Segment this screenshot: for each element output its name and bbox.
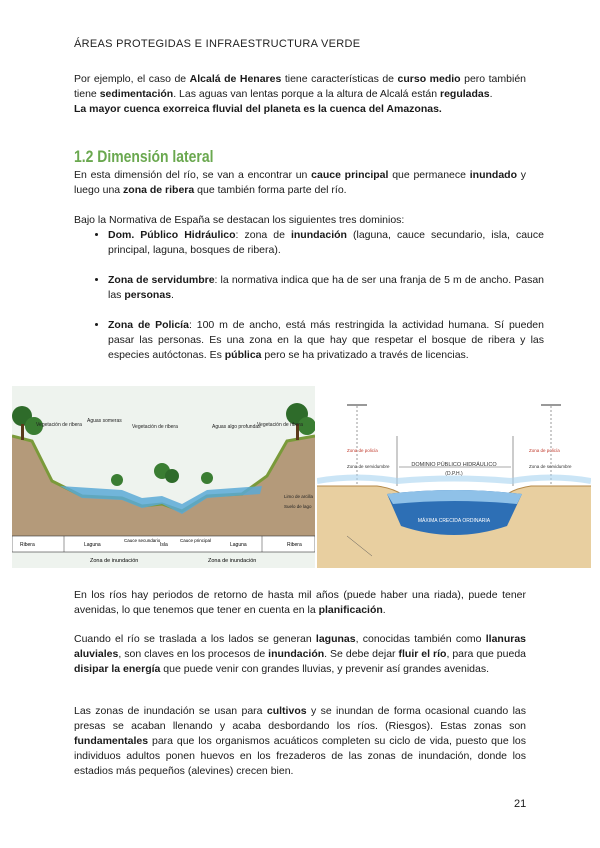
list-item: • Zona de servidumbre: la normativa indica que ha de ser una franja de 5 m de ancho. Pasan las personas.	[108, 273, 544, 303]
label-ribera-right: Ribera	[287, 542, 302, 548]
label-aguas-someras: Aguas someras	[87, 418, 122, 424]
list-item: • Zona de Policía: 100 m de ancho, está más restringida la actividad humana. Sí pueden pasar las personas. Es una zona en la que hay que respetar el bosque de ribera y las especies autóctonas. Es pública pero se ha privatizado a través de licencias.	[108, 318, 544, 363]
body-paragraph-2: Cuando el río se traslada a los lados se generan lagunas, conocidas también como llanuras aluviales, son claves en los procesos de inundación. Se debe dejar fluir el río, para que pueda disipar la energía que puede venir con grandes lluvias, y prevenir así grandes avenidas.	[74, 633, 527, 675]
label-maxima-crecida: MÁXIMA CRECIDA ORDINARIA	[417, 518, 491, 524]
label-zona-inundacion-right: Zona de inundación	[208, 558, 257, 564]
label-isla: Isla	[160, 542, 168, 548]
label-laguna-left: Laguna	[84, 542, 101, 548]
dominios-list	[90, 228, 544, 378]
label-dph: DOMINIO PÚBLICO HIDRÁULICO	[411, 462, 497, 468]
lateral-paragraph: En esta dimensión del río, se van a encontrar un cauce principal que permanece inundado y luego una zona de ribera que también forma parte del río.	[74, 169, 527, 196]
label-aguas-profundas: Aguas algo profundas	[212, 424, 261, 430]
label-cauce-secundario: Cauce secundario	[124, 538, 161, 543]
label-ribera-left: Ribera	[20, 542, 35, 548]
label-policia-right: Zona de policía	[529, 448, 560, 453]
section-heading: 1.2 Dimensión lateral	[74, 147, 214, 166]
river-cross-section-figure	[12, 386, 315, 568]
body-paragraph-3: Las zonas de inundación se usan para cultivos y se inundan de forma ocasional cuando las presas se acaban llenando y acaba desbordando los ríos. (Riesgos). Estas zonas son fundamentales para que los organismos acuáticos completen su ciclo de vida, puesto que los individuos adultos ponen huevos en los frezaderos de las zonas de inundación, donde los estadios más pequeños (alevines) crecen bien.	[74, 705, 526, 777]
label-policia-left: Zona de policía	[347, 448, 378, 453]
label-servidumbre-left: Zona de servidumbre	[347, 464, 390, 469]
label-suelo: Suelo de lago	[284, 504, 312, 509]
label-vegetacion-1: Vegetación de ribera	[36, 422, 82, 428]
label-dph-sub: (D.P.H.)	[445, 471, 463, 477]
label-servidumbre-right: Zona de servidumbre	[529, 464, 572, 469]
label-vegetacion-3: Vegetación de ribera	[257, 422, 303, 428]
label-laguna-right: Laguna	[230, 542, 247, 548]
list-item: • Dom. Público Hidráulico: zona de inundación (laguna, cauce secundario, isla, cauce principal, laguna, bosques de ribera).	[108, 228, 544, 258]
intro-paragraph: Por ejemplo, el caso de Alcalá de Henares tiene características de curso medio pero también tiene sedimentación. Las aguas van lentas porque a la altura de Alcalá están reguladas. La mayor cuenca exorreica fluvial del planeta es la cuenca del Amazonas.	[74, 73, 526, 115]
amazon-statement: La mayor cuenca exorreica fluvial del planeta es la cuenca del Amazonas.	[74, 103, 442, 115]
page-header: ÁREAS PROTEGIDAS E INFRAESTRUCTURA VERDE	[74, 38, 361, 50]
normativa-intro: Bajo la Normativa de España se destacan los siguientes tres dominios:	[74, 214, 405, 226]
label-zona-inundacion-left: Zona de inundación	[90, 558, 139, 564]
label-limo: Limo de arcilla	[284, 494, 314, 499]
page-number: 21	[514, 798, 527, 810]
body-paragraph-1: En los ríos hay periodos de retorno de hasta mil años (puede haber una riada), puede tener avenidas, lo que tenemos que tener en cuenta en la planificación.	[74, 589, 526, 616]
label-cauce-principal: Cauce principal	[180, 538, 212, 543]
dph-schematic-figure	[317, 386, 591, 568]
label-vegetacion-2: Vegetación de ribera	[132, 424, 178, 430]
